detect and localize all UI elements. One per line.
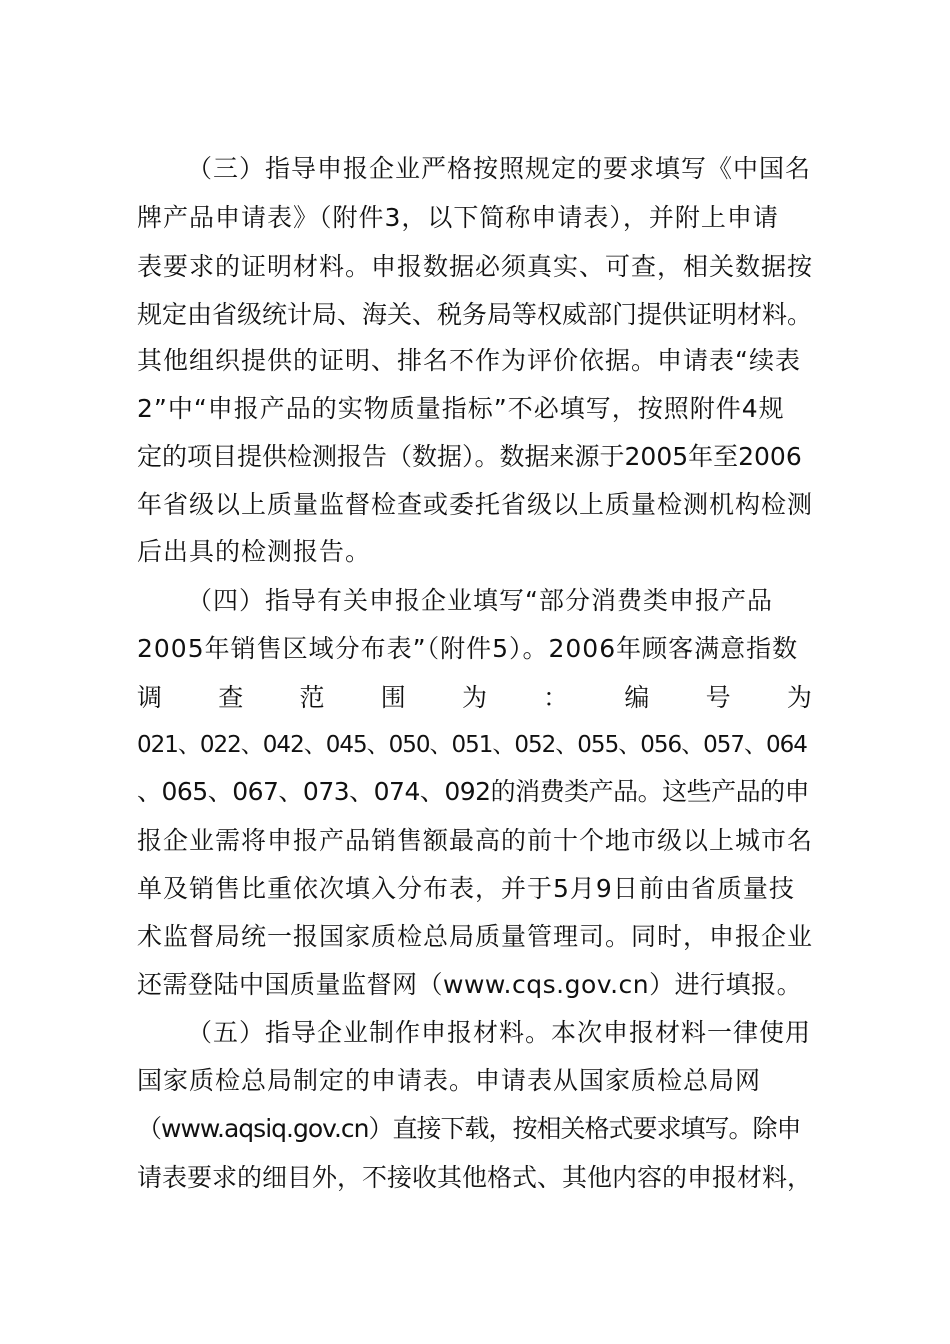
spread-char: 查 <box>218 683 245 712</box>
paragraph-4-line-8: 术监督局统一报国家质检总局质量管理司。同时，申报企业 <box>137 922 813 951</box>
spread-char: 调 <box>137 683 164 712</box>
paragraph-3-line-8: 年省级以上质量监督检查或委托省级以上质量检测机构检测 <box>137 490 813 519</box>
paragraph-3-line-9: 后出具的检测报告。 <box>137 537 372 566</box>
spread-char: 为 <box>461 683 488 712</box>
paragraph-4-line-2: 2005年销售区域分布表”（附件5）。2006年顾客满意指数 <box>137 634 799 663</box>
spread-char: ： <box>543 683 570 712</box>
spread-char: 围 <box>380 683 407 712</box>
spread-char: 为 <box>786 683 813 712</box>
paragraph-5-line-3: （www.aqsiq.gov.cn）直接下载，按相关格式要求填写。除申 <box>137 1114 801 1143</box>
paragraph-5-line-2: 国家质检总局制定的申请表。申请表从国家质检总局网 <box>137 1066 762 1095</box>
paragraph-3-line-2: 牌产品申请表》（附件3，以下简称申请表），并附上申请 <box>137 203 779 232</box>
paragraph-3-line-1: （三）指导申报企业严格按照规定的要求填写《中国名 <box>187 154 812 183</box>
paragraph-5-line-4: 请表要求的细目外，不接收其他格式、其他内容的申报材料， <box>137 1163 813 1192</box>
paragraph-4-line-9: 还需登陆中国质量监督网（www.cqs.gov.cn）进行填报。 <box>137 970 803 999</box>
paragraph-3-line-4: 规定由省级统计局、海关、税务局等权威部门提供证明材料。 <box>137 300 813 329</box>
paragraph-4-line-5: 、065、067、073、074、092的消费类产品。这些产品的申 <box>137 777 810 806</box>
paragraph-3-line-7: 定的项目提供检测报告（数据）。数据来源于2005年至2006 <box>137 442 802 471</box>
spread-char: 号 <box>705 683 732 712</box>
paragraph-3-line-5: 其他组织提供的证明、排名不作为评价依据。申请表“续表 <box>137 346 801 375</box>
paragraph-4-line-7: 单及销售比重依次填入分布表，并于5月9日前由省质量技 <box>137 874 795 903</box>
spread-char: 编 <box>624 683 651 712</box>
paragraph-4-line-6: 报企业需将申报产品销售额最高的前十个地市级以上城市名 <box>137 826 813 855</box>
spread-char: 范 <box>299 683 326 712</box>
paragraph-4-line-4: 021、022、042、045、050、051、052、055、056、057、064 <box>137 732 807 758</box>
paragraph-5-line-1: （五）指导企业制作申报材料。本次申报材料一律使用 <box>187 1018 812 1047</box>
paragraph-3-line-3: 表要求的证明材料。申报数据必须真实、可查，相关数据按 <box>137 252 813 281</box>
paragraph-3-line-6: 2”中“申报产品的实物质量指标”不必填写，按照附件4规 <box>137 394 785 423</box>
paragraph-4-line-3 <box>137 682 813 714</box>
paragraph-4-line-1: （四）指导有关申报企业填写“部分消费类申报产品 <box>187 586 773 615</box>
